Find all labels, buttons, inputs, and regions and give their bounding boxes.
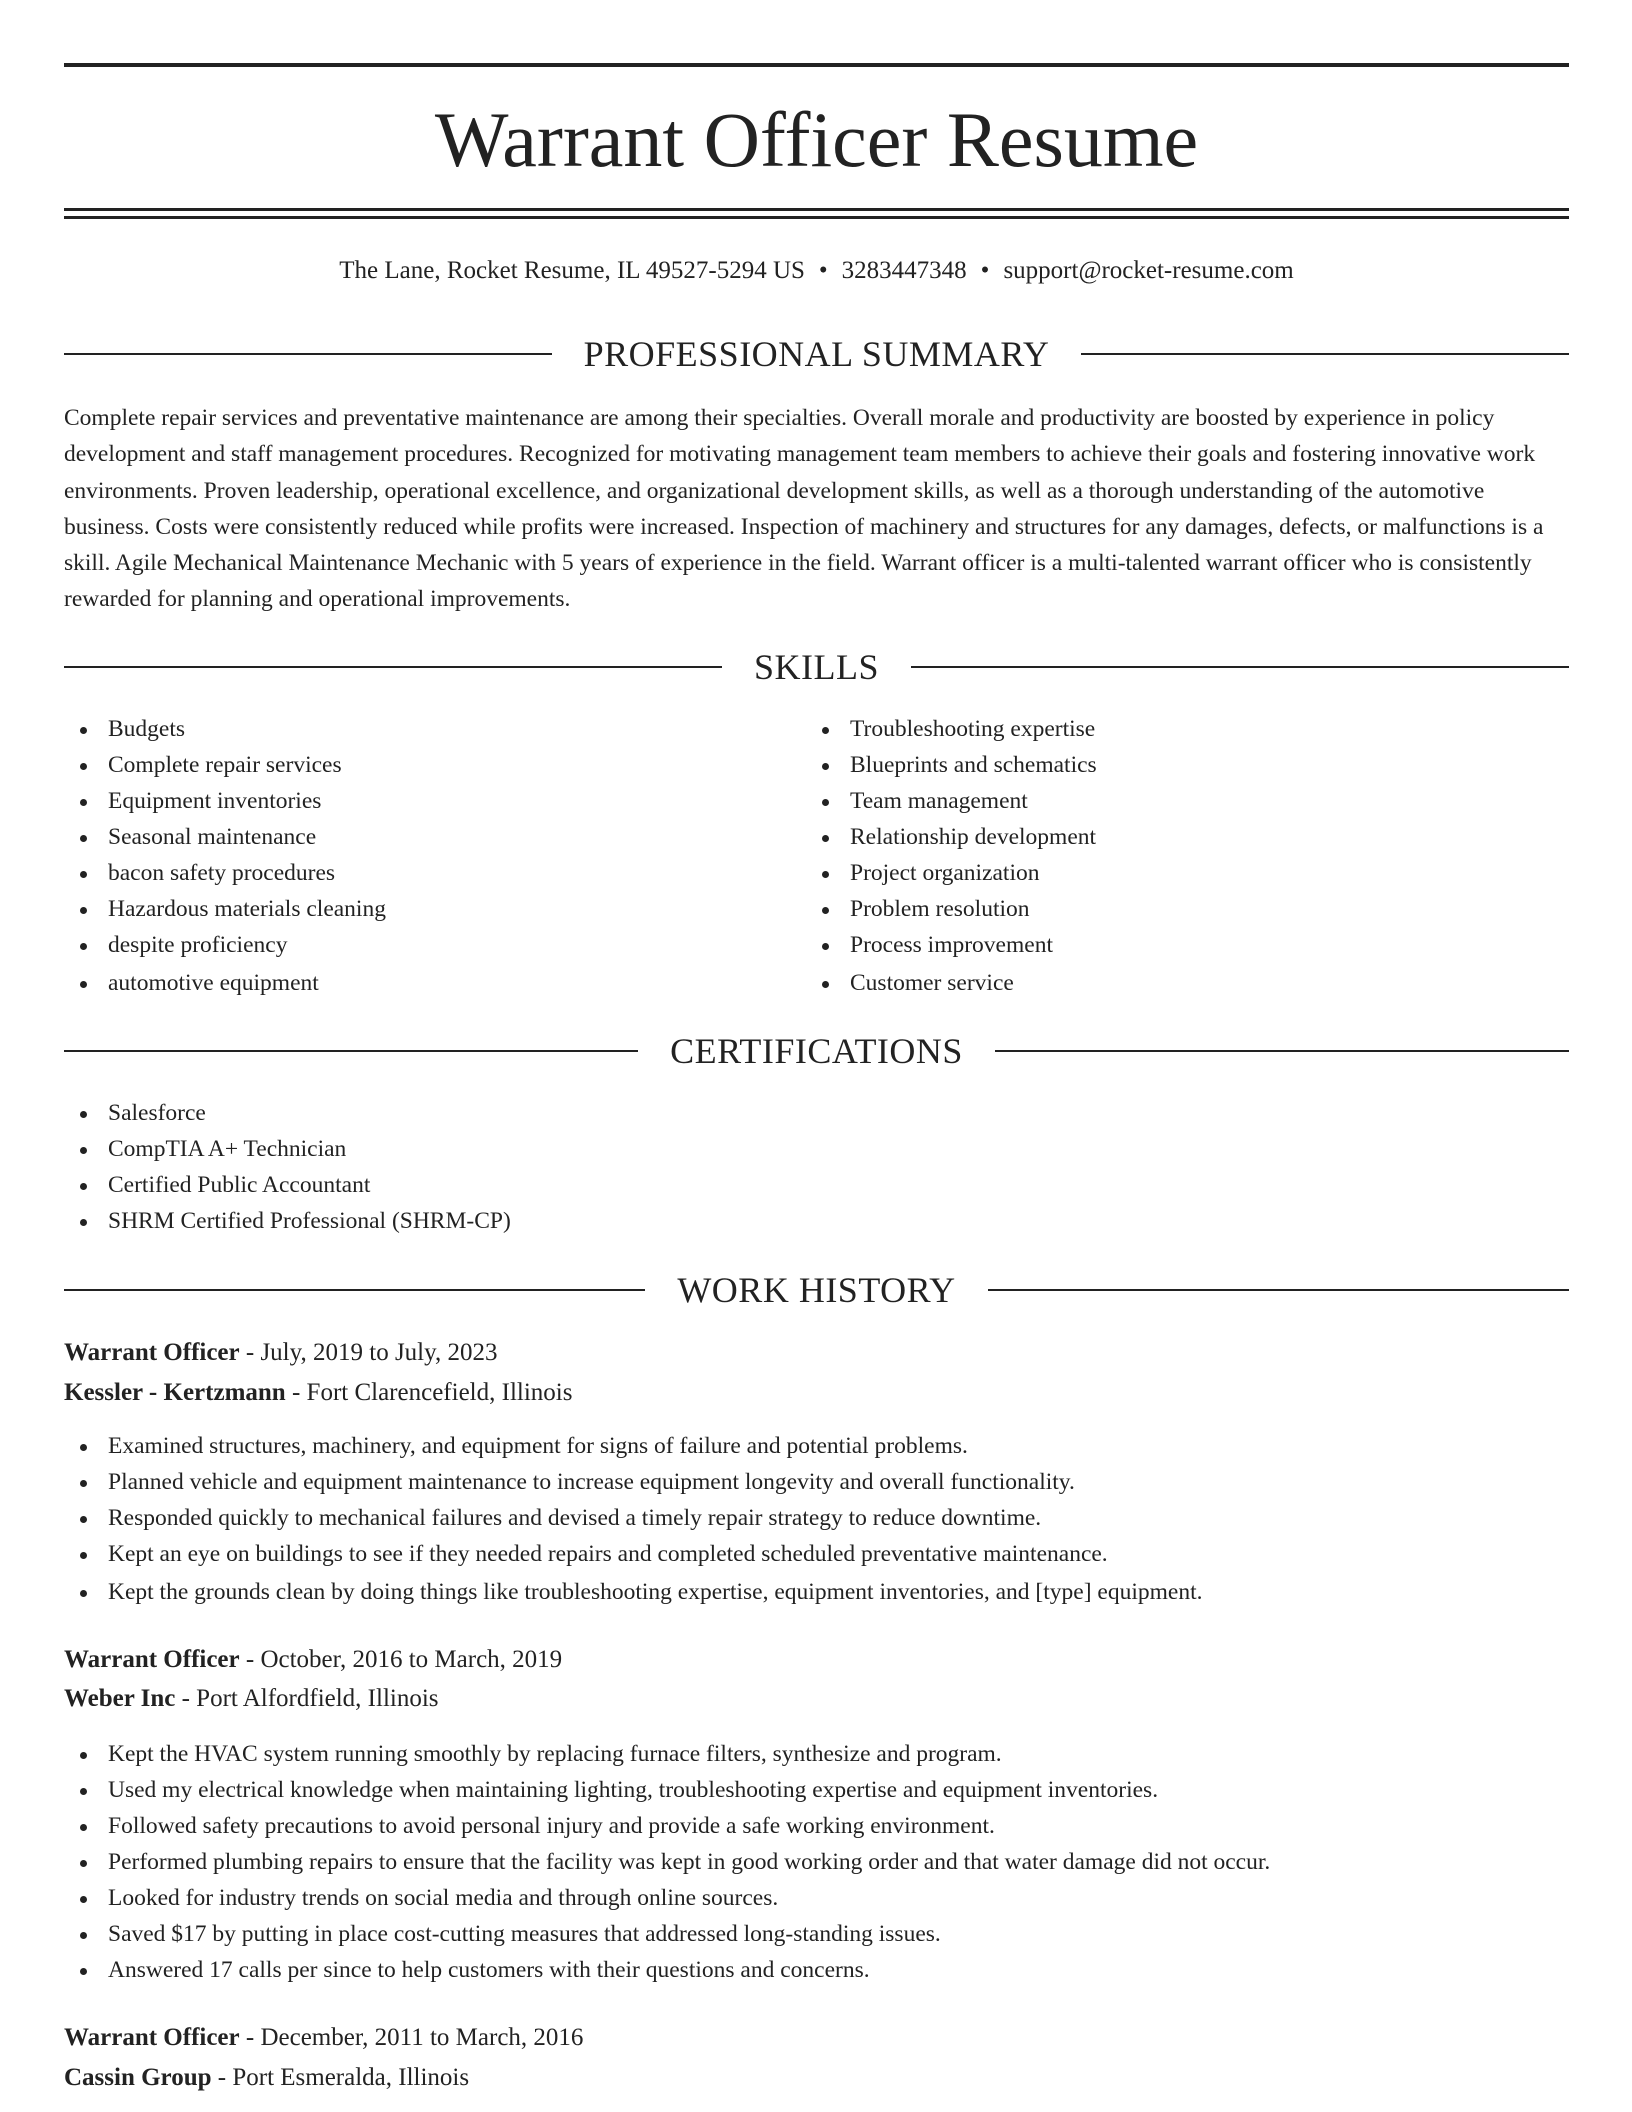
skill-item: Relationship development: [806, 819, 1506, 855]
section-rule-right: [988, 1289, 1569, 1291]
skills-list-left: [64, 711, 764, 1001]
job-bullet: Kept the grounds clean by doing things like troubleshooting expertise, equipment inventories, and [type] equipment.: [64, 1574, 1569, 1610]
job-location: - Port Esmeralda, Illinois: [217, 2064, 470, 2091]
section-title: WORK HISTORY: [677, 1270, 956, 1310]
job-company: Weber Inc: [64, 1685, 176, 1712]
job-title: Warrant Officer: [64, 2024, 240, 2051]
job-bullet: Used my electrical knowledge when maintaining lighting, troubleshooting expertise and equipment inventories.: [64, 1772, 1569, 1808]
skill-item: Budgets: [64, 711, 764, 747]
skill-item: Process improvement: [806, 927, 1506, 963]
top-rule: [64, 63, 1569, 67]
section-rule-left: [64, 1050, 638, 1052]
job-dates: - July, 2019 to July, 2023: [245, 1339, 498, 1366]
job-company-line: [64, 2061, 469, 2095]
section-header-summary: [64, 332, 1569, 376]
job-bullet: Examined structures, machinery, and equipment for signs of failure and potential problems.: [64, 1428, 1569, 1464]
section-header-work-history: [64, 1268, 1569, 1312]
contact-email: support@rocket-resume.com: [1003, 257, 1294, 284]
skill-item: Troubleshooting expertise: [806, 711, 1506, 747]
section-title: CERTIFICATIONS: [670, 1031, 963, 1071]
skill-item: Customer service: [806, 965, 1506, 1001]
contact-separator: •: [980, 257, 990, 284]
skill-item: Problem resolution: [806, 891, 1506, 927]
certification-item: SHRM Certified Professional (SHRM-CP): [64, 1203, 1464, 1239]
section-rule-left: [64, 353, 552, 355]
certification-item: Certified Public Accountant: [64, 1167, 1464, 1203]
contact-address: The Lane, Rocket Resume, IL 49527-5294 US: [339, 257, 805, 284]
section-rule-right: [1081, 353, 1569, 355]
summary-text: Complete repair services and preventative maintenance are among their specialties. Overall morale and productivity are boosted by experience in policy development and staff management procedures. Recognized for motivating management team members to achieve their goals and fostering innovative work environments. Proven leadership, operational excellence, and organizational development skills, as well as a thorough understanding of the automotive business. Costs were consistently reduced while profits were increased. Inspection of machinery and structures for any damages, defects, or malfunctions is a skill. Agile Mechanical Maintenance Mechanic with 5 years of experience in the field. Warrant officer is a multi-talented warrant officer who is consistently rewarded for planning and operational improvements.: [64, 405, 1544, 613]
section-title: PROFESSIONAL SUMMARY: [583, 334, 1050, 374]
job-company: Kessler - Kertzmann: [64, 1379, 286, 1406]
job-bullet: Looked for industry trends on social media and through online sources.: [64, 1880, 1569, 1916]
job-bullet: Kept the HVAC system running smoothly by replacing furnace filters, synthesize and program.: [64, 1736, 1569, 1772]
job-title-line: [64, 2021, 583, 2055]
job-bullet: Followed safety precautions to avoid personal injury and provide a safe working environment.: [64, 1808, 1569, 1844]
section-title: SKILLS: [754, 647, 880, 687]
section-rule-left: [64, 666, 722, 668]
skill-item: automotive equipment: [64, 965, 764, 1001]
certifications-list: [64, 1095, 1464, 1239]
job-bullet: Saved $17 by putting in place cost-cutting measures that addressed long-standing issues.: [64, 1916, 1569, 1952]
skill-item: Blueprints and schematics: [806, 747, 1506, 783]
job-bullet-list: [64, 1736, 1569, 1988]
skill-item: Hazardous materials cleaning: [64, 891, 764, 927]
job-bullet: Planned vehicle and equipment maintenance to increase equipment longevity and overall functionality.: [64, 1464, 1569, 1500]
job-dates: - October, 2016 to March, 2019: [245, 1646, 563, 1673]
certification-item: CompTIA A+ Technician: [64, 1131, 1464, 1167]
job-bullet-list: [64, 1428, 1569, 1610]
contact-line: [64, 255, 1569, 287]
job-bullet: Responded quickly to mechanical failures and devised a timely repair strategy to reduce downtime.: [64, 1500, 1569, 1536]
resume-title: Warrant Officer Resume: [434, 96, 1199, 183]
section-header-skills: [64, 645, 1569, 689]
section-rule-left: [64, 1289, 645, 1291]
job-company: Cassin Group: [64, 2064, 212, 2091]
title-rule-lower: [64, 216, 1569, 219]
skill-item: Team management: [806, 783, 1506, 819]
job-company-line: [64, 1376, 572, 1410]
skills-list-right: [806, 711, 1506, 1001]
job-title: Warrant Officer: [64, 1339, 240, 1366]
section-header-certifications: [64, 1029, 1569, 1073]
job-location: - Fort Clarencefield, Illinois: [291, 1379, 573, 1406]
skill-item: Project organization: [806, 855, 1506, 891]
job-title-line: [64, 1643, 562, 1677]
section-rule-right: [911, 666, 1569, 668]
skill-item: despite proficiency: [64, 927, 764, 963]
job-dates: - December, 2011 to March, 2016: [245, 2024, 584, 2051]
job-bullet: Kept an eye on buildings to see if they needed repairs and completed scheduled preventative maintenance.: [64, 1536, 1569, 1572]
section-rule-right: [995, 1050, 1569, 1052]
job-title-line: [64, 1336, 498, 1370]
skill-item: bacon safety procedures: [64, 855, 764, 891]
job-title: Warrant Officer: [64, 1646, 240, 1673]
skill-item: Equipment inventories: [64, 783, 764, 819]
job-bullet: Answered 17 calls per since to help customers with their questions and concerns.: [64, 1952, 1569, 1988]
job-bullet: Performed plumbing repairs to ensure that the facility was kept in good working order and that water damage did not occur.: [64, 1844, 1569, 1880]
job-location: - Port Alfordfield, Illinois: [181, 1685, 439, 1712]
skill-item: Seasonal maintenance: [64, 819, 764, 855]
certification-item: Salesforce: [64, 1095, 1464, 1131]
skill-item: Complete repair services: [64, 747, 764, 783]
contact-phone: 3283447348: [841, 257, 967, 284]
job-company-line: [64, 1682, 439, 1716]
title-rule-upper: [64, 208, 1569, 211]
contact-separator: •: [818, 257, 828, 284]
